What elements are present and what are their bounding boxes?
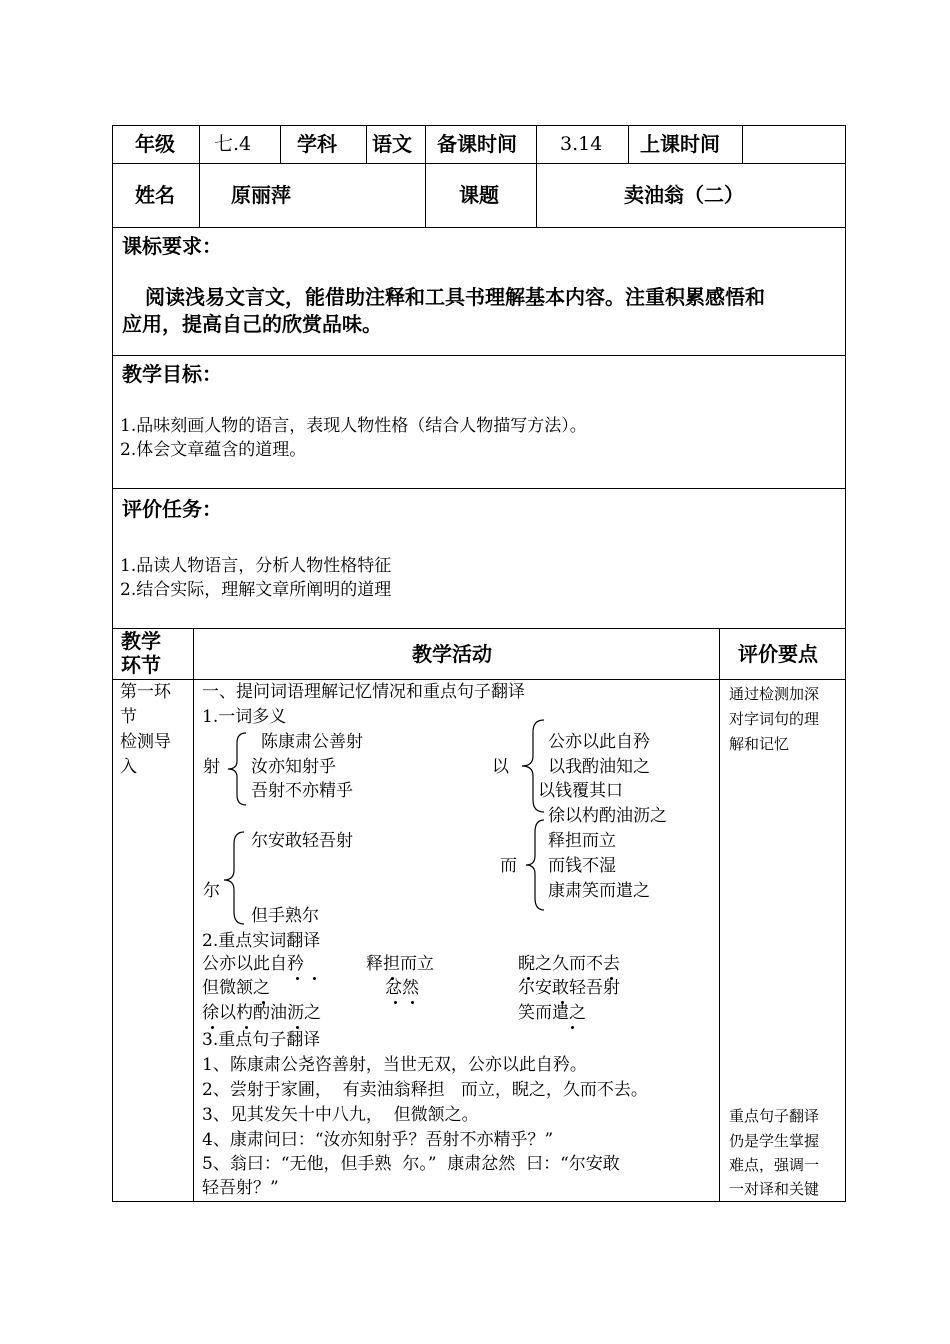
eval-point: 重点句子翻译 [729, 1107, 820, 1125]
col-stage-header: 教学 [121, 629, 161, 653]
col-eval-header: 评价要点 [738, 642, 818, 666]
table-rule [193, 628, 194, 1202]
polysemy-example: 释担而立 [548, 831, 616, 851]
emphasis-dot [394, 1001, 397, 1004]
brace-she [226, 731, 248, 807]
table-rule [112, 163, 846, 164]
table-rule [112, 628, 846, 629]
table-rule [280, 125, 281, 163]
table-rule [742, 125, 743, 163]
key-word: 忿然 [385, 978, 419, 998]
eval-point: 通过检测加深 [729, 685, 820, 703]
key-word: 睨之久而不去 [518, 954, 620, 974]
polysemy-title: 1.一词多义 [202, 707, 287, 727]
polysemy-char-yi: 以 [492, 757, 509, 777]
key-word: 但微颔之 [202, 978, 270, 998]
topic-value: 卖油翁（二） [624, 183, 744, 207]
objectives-title: 教学目标： [122, 362, 222, 386]
polysemy-example: 吾射不亦精乎 [251, 781, 353, 801]
task-item: 1.品读人物语言，分析人物性格特征 [120, 556, 392, 576]
polysemy-example: 康肃笑而遣之 [548, 881, 650, 901]
polysemy-example: 陈康肃公善射 [261, 732, 363, 752]
prep-time-value: 3.14 [560, 133, 603, 155]
eval-point: 一对译和关键 [729, 1180, 820, 1198]
polysemy-example: 以钱覆其口 [538, 781, 623, 801]
task-item: 2.结合实际，理解文章所阐明的道理 [120, 580, 392, 600]
polysemy-example: 尔安敢轻吾射 [251, 831, 353, 851]
stage-label: 入 [120, 757, 137, 777]
table-border-left [112, 125, 113, 1202]
table-rule [112, 679, 846, 680]
stage-label: 第一环 [120, 682, 171, 702]
standards-line-1: 阅读浅易文言文，能借助注释和工具书理解基本内容。注重积累感悟和 [145, 285, 765, 309]
table-rule [719, 628, 720, 1202]
name-label: 姓名 [135, 183, 175, 207]
table-rule [628, 125, 629, 163]
tasks-title: 评价任务： [122, 497, 222, 521]
key-word: 公亦以此自矜 [202, 954, 304, 974]
key-word: 释担而立 [366, 954, 434, 974]
polysemy-example: 汝亦知射乎 [251, 757, 336, 777]
table-rule [199, 125, 200, 227]
polysemy-example: 徐以杓酌油沥之 [548, 806, 667, 826]
name-value: 原丽萍 [231, 183, 291, 207]
polysemy-example: 而钱不湿 [548, 856, 616, 876]
grade-value: 七.4 [214, 133, 252, 155]
topic-label: 课题 [459, 183, 499, 207]
eval-point: 仍是学生掌握 [729, 1132, 820, 1150]
table-rule [112, 227, 846, 228]
table-rule [112, 355, 846, 356]
subject-value: 语文 [372, 132, 412, 156]
prep-time-label: 备课时间 [437, 132, 517, 156]
table-rule [425, 125, 426, 227]
stage-label: 节 [120, 707, 137, 727]
eval-point: 对字词句的理 [729, 710, 820, 728]
key-word: 徐以杓酌油沥之 [202, 1003, 321, 1023]
polysemy-example: 但手熟尔 [251, 906, 319, 926]
key-word: 笑而遣之 [518, 1003, 586, 1023]
standards-line-2: 应用，提高自己的欣赏品味。 [122, 312, 382, 336]
table-border-bottom [112, 1201, 846, 1202]
polysemy-example: 公亦以此自矜 [548, 732, 650, 752]
brace-er [222, 830, 246, 926]
standards-title: 课标要求： [122, 234, 222, 258]
table-border-top [112, 125, 846, 126]
col-activity-header: 教学活动 [412, 642, 492, 666]
emphasis-dot [571, 1026, 574, 1029]
polysemy-char-er2: 而 [500, 856, 517, 876]
col-stage-header: 环节 [121, 653, 161, 677]
key-word: 尔安敢轻吾射 [518, 978, 620, 998]
emphasis-dot [313, 977, 316, 980]
sentence-item: 2、尝射于家圃， 有卖油翁释担 而立，睨之，久而不去。 [202, 1080, 648, 1100]
eval-point: 解和记忆 [729, 735, 790, 753]
polysemy-char-she: 射 [203, 757, 220, 777]
table-rule [366, 125, 367, 163]
table-border-right [845, 125, 846, 1202]
objective-item: 1.品味刻画人物的语言，表现人物性格（结合人物描写方法）。 [120, 416, 587, 436]
emphasis-dot [411, 1001, 414, 1004]
class-time-label: 上课时间 [640, 132, 720, 156]
section-title: 一、提问词语理解记忆情况和重点句子翻译 [202, 682, 525, 702]
brace-er2 [524, 818, 546, 912]
stage-label: 检测导 [120, 732, 171, 752]
objective-item: 2.体会文章蕴含的道理。 [120, 440, 307, 460]
grade-label: 年级 [135, 132, 175, 156]
table-rule [536, 125, 537, 227]
sentence-item: 5、翁曰：“无他，但手熟 尔。” 康肃忿然 曰：“尔安敢 [202, 1154, 620, 1174]
polysemy-example: 以我酌油知之 [548, 757, 650, 777]
sentence-item: 4、康肃问曰：“汝亦知射乎？吾射不亦精乎？” [202, 1130, 554, 1150]
sentence-item: 1、陈康肃公尧咨善射，当世无双，公亦以此自矜。 [202, 1055, 587, 1075]
sentences-title: 3.重点句子翻译 [202, 1030, 321, 1050]
table-rule [112, 488, 846, 489]
emphasis-dot [296, 977, 299, 980]
subject-label: 学科 [297, 132, 337, 156]
sentence-item: 3、见其发矢十中八九， 但微颔之。 [202, 1105, 479, 1125]
eval-point: 难点，强调一 [729, 1156, 820, 1174]
polysemy-char-er: 尔 [203, 881, 220, 901]
sentence-item: 轻吾射？” [202, 1178, 279, 1198]
key-words-title: 2.重点实词翻译 [202, 931, 321, 951]
